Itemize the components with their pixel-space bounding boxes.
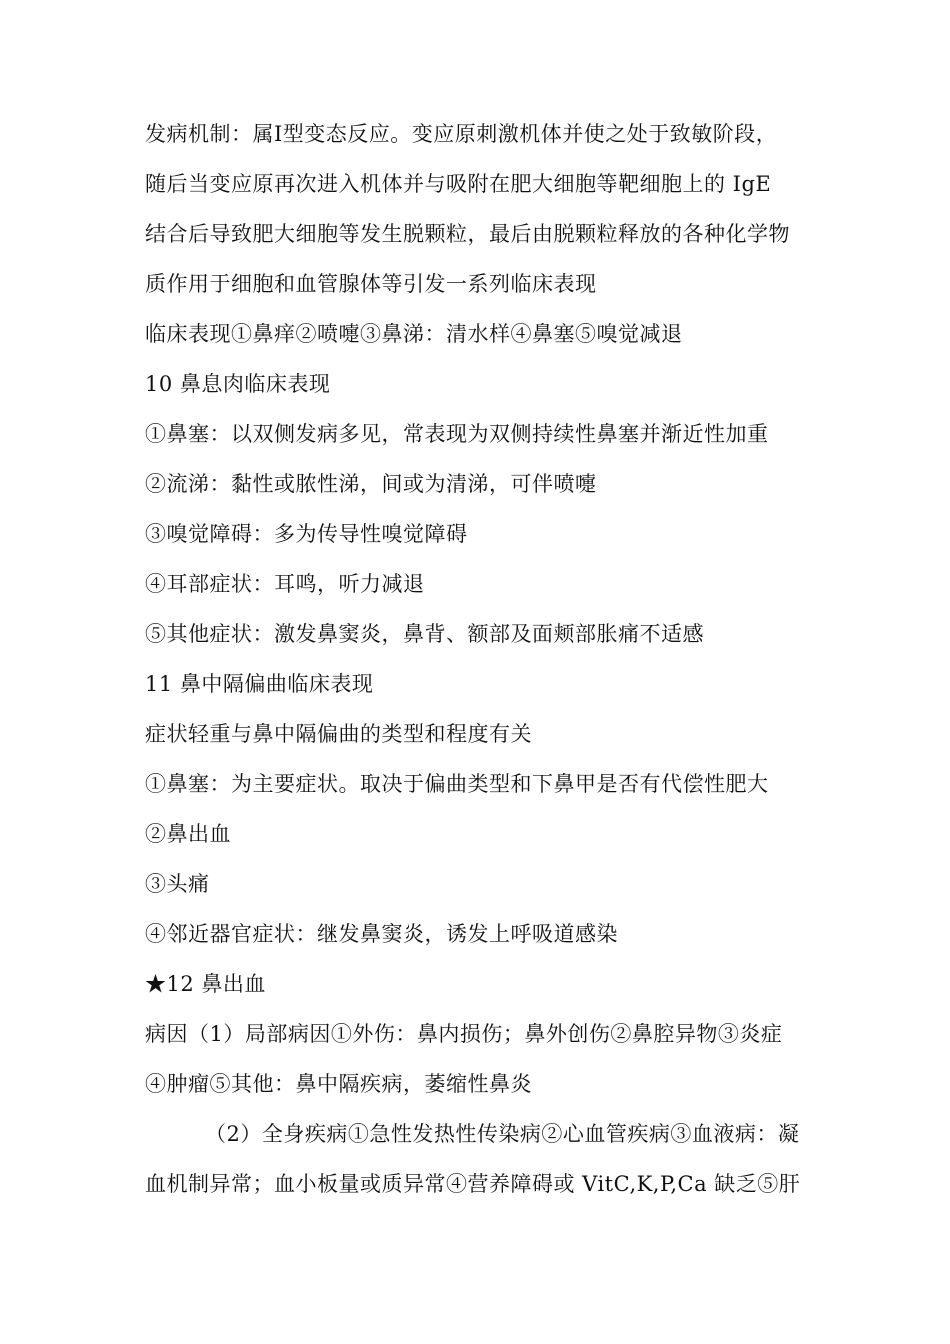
text-line: ①鼻塞：为主要症状。取决于偏曲类型和下鼻甲是否有代偿性肥大 — [145, 772, 769, 796]
text-line: ②鼻出血 — [145, 822, 231, 846]
section-heading: ★12 鼻出血 — [145, 972, 266, 996]
text-line: （2）全身疾病①急性发热性传染病②心血管疾病③血液病：凝 — [205, 1122, 800, 1146]
section-heading: 10 鼻息肉临床表现 — [145, 372, 331, 396]
text-line: 发病机制：属Ⅰ型变态反应。变应原刺激机体并使之处于致敏阶段， — [145, 122, 778, 146]
text-line: 血机制异常；血小板量或质异常④营养障碍或 VitC,K,P,Ca 缺乏⑤肝 — [145, 1172, 801, 1196]
text-line: 结合后导致肥大细胞等发生脱颗粒，最后由脱颗粒释放的各种化学物 — [145, 222, 790, 246]
text-line: ①鼻塞：以双侧发病多见，常表现为双侧持续性鼻塞并渐近性加重 — [145, 422, 769, 446]
section-heading: 11 鼻中隔偏曲临床表现 — [145, 672, 374, 696]
text-line: ④耳部症状：耳鸣，听力减退 — [145, 572, 425, 596]
text-line: 病因（1）局部病因①外伤：鼻内损伤；鼻外创伤②鼻腔异物③炎症 — [145, 1022, 783, 1046]
text-line: ②流涕：黏性或脓性涕，间或为清涕，可伴喷嚏 — [145, 472, 597, 496]
text-line: ④邻近器官症状：继发鼻窦炎，诱发上呼吸道感染 — [145, 922, 618, 946]
text-line: 症状轻重与鼻中隔偏曲的类型和程度有关 — [145, 722, 532, 746]
text-line: ④肿瘤⑤其他：鼻中隔疾病，萎缩性鼻炎 — [145, 1072, 532, 1096]
text-line: ③嗅觉障碍：多为传导性嗅觉障碍 — [145, 522, 468, 546]
text-line: 随后当变应原再次进入机体并与吸附在肥大细胞等靶细胞上的 IgE — [145, 172, 772, 196]
text-line: 质作用于细胞和血管腺体等引发一系列临床表现 — [145, 272, 597, 296]
text-line: 临床表现①鼻痒②喷嚏③鼻涕：清水样④鼻塞⑤嗅觉减退 — [145, 322, 683, 346]
text-line: ③头痛 — [145, 872, 210, 896]
text-line: ⑤其他症状：激发鼻窦炎，鼻背、额部及面颊部胀痛不适感 — [145, 622, 704, 646]
